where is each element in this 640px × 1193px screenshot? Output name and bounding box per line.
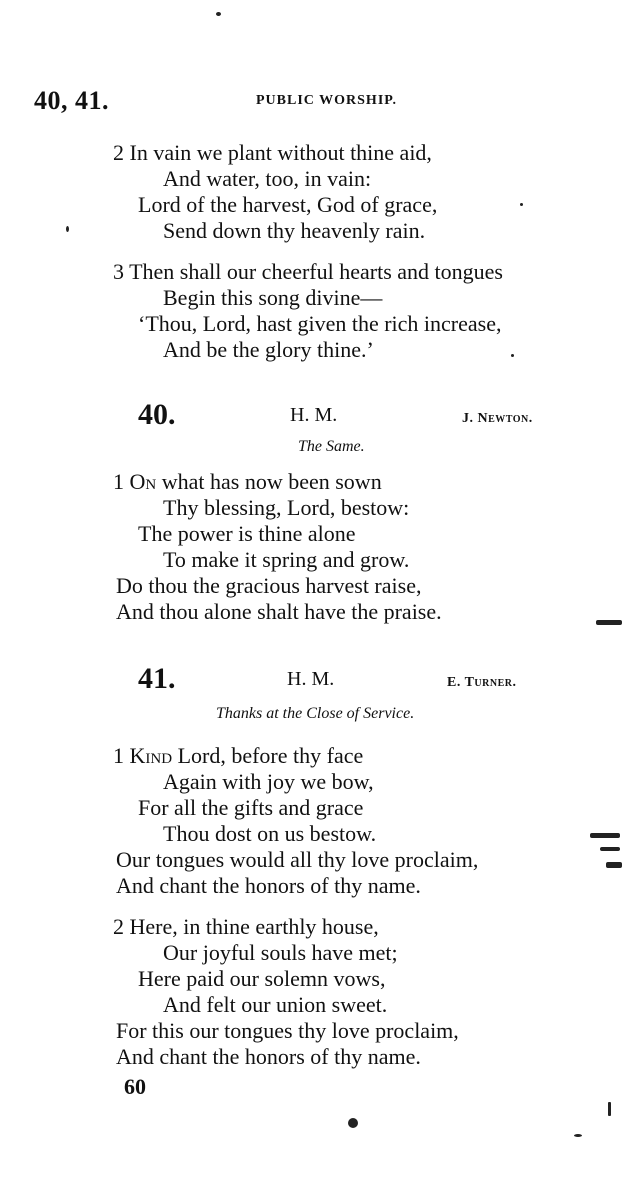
hymn-meter: H. M. [290, 404, 338, 426]
scan-mark [608, 1102, 611, 1116]
verse-line: The power is thine alone [138, 521, 356, 546]
verse-line: And chant the honors of thy name. [116, 873, 421, 898]
verse-line: ‘Thou, Lord, hast given the rich increase, [138, 311, 502, 336]
verse-line: 1 On what has now been sown [113, 469, 382, 494]
verse-line: And water, too, in vain: [163, 166, 372, 191]
scan-mark [596, 620, 622, 625]
verse-first-word: On [129, 469, 157, 494]
page-number: 60 [124, 1074, 146, 1099]
verse-line: Begin this song divine— [163, 285, 383, 310]
scan-mark [590, 833, 620, 838]
hymn-subtitle: Thanks at the Close of Service. [216, 705, 415, 722]
verse-line: Lord of the harvest, God of grace, [138, 192, 438, 217]
hymn-subtitle: The Same. [298, 438, 365, 455]
verse-line: Our joyful souls have met; [163, 940, 398, 965]
verse-line: Send down thy heavenly rain. [163, 218, 426, 243]
verse-line: And felt our union sweet. [163, 992, 388, 1017]
verse-line: Again with joy we bow, [163, 769, 374, 794]
verse-first-word: Kind [129, 743, 173, 768]
verse-line: Thy blessing, Lord, bestow: [163, 495, 410, 520]
verse-line: Here paid our solemn vows, [138, 966, 386, 991]
verse-line: For all the gifts and grace [138, 795, 364, 820]
verse-first-rest: what has now been sown [156, 469, 382, 494]
scan-speck [511, 354, 514, 357]
verse-line: To make it spring and grow. [163, 547, 410, 572]
running-header [34, 86, 594, 116]
verse-line: For this our tongues thy love proclaim, [116, 1018, 459, 1043]
verse-line: And chant the honors of thy name. [116, 1044, 421, 1069]
header-hymn-numbers: 40, 41. [34, 86, 109, 115]
verse-first-rest: Lord, before thy face [172, 743, 364, 768]
scan-mark [600, 847, 620, 851]
hymn-author: E. Turner. [447, 675, 517, 690]
verse-line: And thou alone shalt have the praise. [116, 599, 442, 624]
scan-speck [574, 1134, 582, 1137]
verse-line: Do thou the gracious harvest raise, [116, 573, 422, 598]
verse-line: 3 Then shall our cheerful hearts and tongues [113, 259, 503, 284]
scan-mark [606, 862, 622, 868]
verse-line: And be the glory thine.’ [163, 337, 374, 362]
verse-line: 2 In vain we plant without thine aid, [113, 140, 432, 165]
scan-speck [348, 1118, 358, 1128]
scan-speck [520, 203, 523, 206]
hymn-number: 41. [138, 662, 176, 695]
hymn-author: J. Newton. [462, 411, 533, 426]
header-title: PUBLIC WORSHIP. [256, 93, 398, 108]
scan-speck [216, 12, 221, 16]
scan-speck [66, 226, 69, 232]
hymn-meter: H. M. [287, 668, 335, 690]
hymn-number: 40. [138, 398, 176, 431]
verse-line: 2 Here, in thine earthly house, [113, 914, 379, 939]
verse-line: 1 Kind Lord, before thy face [113, 743, 364, 768]
verse-line: Thou dost on us bestow. [163, 821, 377, 846]
verse-line: Our tongues would all thy love proclaim, [116, 847, 479, 872]
